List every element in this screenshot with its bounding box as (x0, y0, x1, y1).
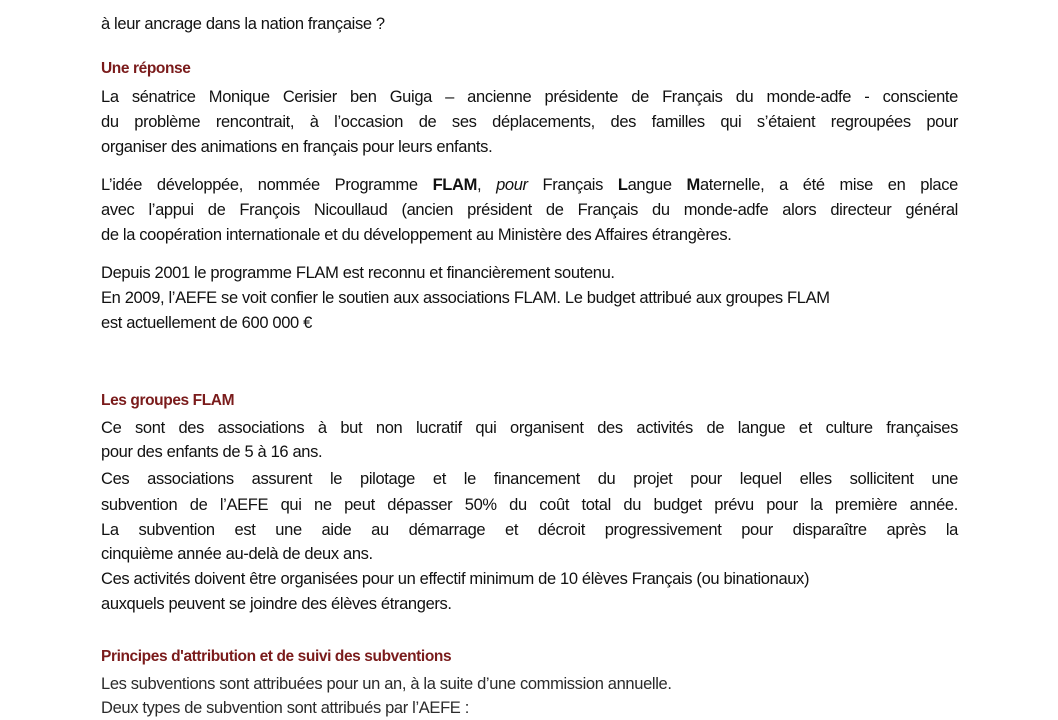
reponse-p3-line-3: est actuellement de 600 000 € (101, 314, 312, 332)
reponse-p3-line-2: En 2009, l’AEFE se voit confier le soutien aux associations FLAM. Le budget attribué aux groupes FLAM (101, 289, 830, 307)
groupes-line-6: cinquième année au-delà de deux ans. (101, 545, 373, 563)
reponse-p2-line-1 (101, 173, 958, 197)
reponse-p1-line-2: du problème rencontrait, à l’occasion de ses déplacements, des familles qui s’étaient regroupées pour (101, 113, 958, 131)
reponse-p1-line-1: La sénatrice Monique Cerisier ben Guiga – ancienne présidente de Français du monde-adfe - consciente (101, 88, 958, 106)
text-run: aternelle, a été mise en place (699, 176, 958, 194)
reponse-p3-line-1: Depuis 2001 le programme FLAM est reconnu et financièrement soutenu. (101, 264, 615, 282)
pour-italic: pour (496, 176, 528, 194)
reponse-p2-line-3: de la coopération internationale et du développement au Ministère des Affaires étrangères. (101, 226, 732, 244)
reponse-p1-line-3: organiser des animations en français pour leurs enfants. (101, 138, 493, 156)
groupes-line-7: Ces activités doivent être organisées pour un effectif minimum de 10 élèves Français (ou binationaux) (101, 570, 810, 588)
langue-initial-bold: L (617, 176, 628, 194)
groupes-line-5: La subvention est une aide au démarrage et décroit progressivement pour disparaître après la (101, 521, 958, 539)
text-run: angue (627, 176, 687, 194)
heading-une-reponse: Une réponse (101, 60, 191, 77)
groupes-line-2: pour des enfants de 5 à 16 ans. (101, 443, 323, 461)
text-run: Français (527, 176, 618, 194)
principes-line-2: Deux types de subvention sont attribués par l’AEFE : (101, 699, 469, 717)
groupes-line-1: Ce sont des associations à but non lucratif qui organisent des activités de langue et culture françaises (101, 419, 958, 437)
text-run: , (476, 176, 497, 194)
heading-groupes-flam: Les groupes FLAM (101, 392, 235, 409)
principes-line-1: Les subventions sont attribuées pour un an, à la suite d’une commission annuelle. (101, 675, 672, 693)
groupes-line-4: subvention de l’AEFE qui ne peut dépasser 50% du coût total du budget prévu pour la première année. (101, 496, 958, 514)
text-run: L’idée développée, nommée Programme (101, 176, 433, 194)
intro-last-line: à leur ancrage dans la nation française ? (101, 15, 385, 33)
groupes-line-3: Ces associations assurent le pilotage et le financement du projet pour lequel elles sollicitent une (101, 470, 958, 488)
flam-bold: FLAM (432, 176, 477, 194)
heading-principes-attribution: Principes d'attribution et de suivi des subventions (101, 648, 452, 665)
reponse-p2-line-2: avec l’appui de François Nicoullaud (ancien président de Français du monde-adfe alors directeur général (101, 201, 958, 219)
maternelle-initial-bold: M (686, 176, 700, 194)
groupes-line-8: auxquels peuvent se joindre des élèves étrangers. (101, 595, 452, 613)
